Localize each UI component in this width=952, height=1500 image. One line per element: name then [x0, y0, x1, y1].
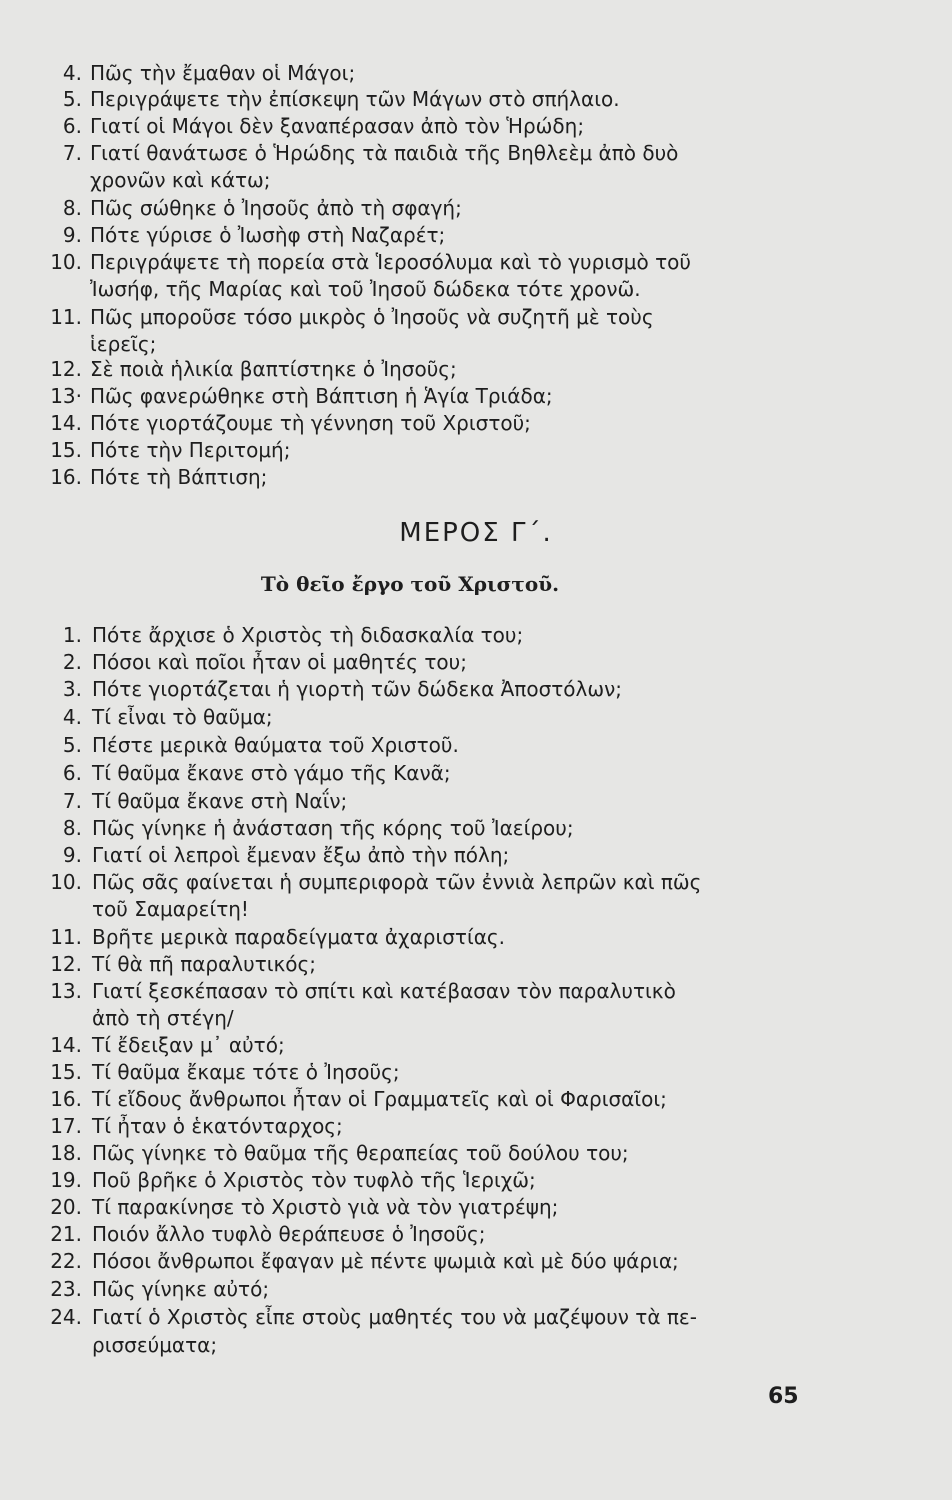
question-number: 13·: [50, 384, 82, 408]
question-number: 12.: [50, 357, 82, 381]
question-text: Πῶς τὴν ἔμαθαν οἱ Μάγοι;: [90, 61, 356, 85]
page-number: 65: [768, 1384, 799, 1409]
question-number: 7.: [62, 141, 82, 165]
question-number: 7.: [62, 789, 82, 813]
question-number: 4.: [62, 705, 82, 729]
question-text: Πότε γιορτάζουμε τὴ γέννηση τοῦ Χριστοῦ;: [90, 411, 531, 435]
question-text: Πῶς μποροῦσε τόσο μικρὸς ὁ Ἰησοῦς νὰ συζητῆ μὲ τοὺς: [90, 305, 654, 329]
question-number: 4.: [62, 61, 82, 85]
question-number: 10.: [50, 870, 82, 894]
question-text-continued: χρονῶν καὶ κάτω;: [90, 168, 271, 192]
question-number: 1.: [62, 623, 82, 647]
question-number: 5.: [62, 733, 82, 757]
question-text-continued: ἀπὸ τὴ στέγη/: [92, 1006, 234, 1030]
question-text: Πότε τὴ Βάπτιση;: [90, 465, 268, 489]
question-text: Πότε ἄρχισε ὁ Χριστὸς τὴ διδασκαλία του;: [92, 623, 524, 647]
question-text: Περιγράψετε τὴ πορεία στὰ Ἱεροσόλυμα καὶ τὸ γυρισμὸ τοῦ: [90, 250, 691, 274]
question-number: 18.: [50, 1141, 82, 1165]
question-number: 23.: [50, 1277, 82, 1301]
question-text: Πῶς γίνηκε τὸ θαῦμα τῆς θεραπείας τοῦ δούλου του;: [92, 1141, 629, 1165]
question-number: 14.: [50, 1033, 82, 1057]
question-number: 6.: [62, 114, 82, 138]
question-text: Πῶς φανερώθηκε στὴ Βάπτιση ἡ Ἁγία Τριάδα;: [90, 384, 553, 408]
question-number: 9.: [62, 843, 82, 867]
question-text: Τί θὰ πῆ παραλυτικός;: [92, 952, 317, 976]
question-number: 5.: [62, 87, 82, 111]
question-text: Πόσοι ἄνθρωποι ἔφαγαν μὲ πέντε ψωμιὰ καὶ μὲ δύο ψάρια;: [92, 1249, 679, 1273]
question-text: Πότε τὴν Περιτομή;: [90, 438, 291, 462]
question-text: Τί ἔδειξαν μ᾽ αὐτό;: [92, 1033, 285, 1057]
question-text: Πῶς σώθηκε ὁ Ἰησοῦς ἀπὸ τὴ σφαγή;: [90, 196, 462, 220]
question-text: Πῶς σᾶς φαίνεται ἡ συμπεριφορὰ τῶν ἐννιὰ λεπρῶν καὶ πῶς: [92, 870, 702, 894]
question-text: Τί θαῦμα ἔκαμε τότε ὁ Ἰησοῦς;: [92, 1060, 400, 1084]
question-number: 8.: [62, 816, 82, 840]
question-number: 15.: [50, 438, 82, 462]
question-text: Τί θαῦμα ἔκανε στὸ γάμο τῆς Κανᾶ;: [92, 761, 451, 785]
question-text-continued: ρισσεύματα;: [92, 1333, 218, 1357]
section-title: ΜΕΡΟΣ Γ΄.: [399, 518, 553, 548]
question-text: Πῶς γίνηκε αὐτό;: [92, 1277, 270, 1301]
question-number: 17.: [50, 1114, 82, 1138]
question-text: Γιατί οἱ Μάγοι δὲν ξαναπέρασαν ἀπὸ τὸν Ἡρώδη;: [90, 114, 585, 138]
question-number: 20.: [50, 1195, 82, 1219]
question-number: 14.: [50, 411, 82, 435]
question-number: 9.: [62, 223, 82, 247]
question-number: 12.: [50, 952, 82, 976]
question-text: Βρῆτε μερικὰ παραδείγματα ἀχαριστίας.: [92, 925, 506, 949]
question-number: 2.: [62, 650, 82, 674]
question-number: 8.: [62, 196, 82, 220]
question-text: Γιατί οἱ λεπροὶ ἔμεναν ἔξω ἀπὸ τὴν πόλη;: [92, 843, 510, 867]
question-number: 15.: [50, 1060, 82, 1084]
question-number: 13.: [50, 979, 82, 1003]
question-text: Τί ἦταν ὁ ἑκατόνταρχος;: [92, 1114, 343, 1138]
question-number: 3.: [62, 677, 82, 701]
question-number: 19.: [50, 1168, 82, 1192]
question-number: 24.: [50, 1305, 82, 1329]
question-text: Τί παρακίνησε τὸ Χριστὸ γιὰ νὰ τὸν γιατρέψη;: [92, 1195, 559, 1219]
question-text: Τί θαῦμα ἔκανε στὴ Ναΐν;: [92, 789, 348, 813]
question-text: Τί εἴδους ἄνθρωποι ἦταν οἱ Γραμματεῖς καὶ οἱ Φαρισαῖοι;: [92, 1087, 667, 1111]
question-text: Γιατί θανάτωσε ὁ Ἡρώδης τὰ παιδιὰ τῆς Βηθλεὲμ ἀπὸ δυὸ: [90, 141, 679, 165]
question-text: Πῶς γίνηκε ἡ ἀνάσταση τῆς κόρης τοῦ Ἰαείρου;: [92, 816, 574, 840]
question-text: Ποιόν ἄλλο τυφλὸ θεράπευσε ὁ Ἰησοῦς;: [92, 1222, 486, 1246]
question-text: Πότε γύρισε ὁ Ἰωσὴφ στὴ Ναζαρέτ;: [90, 223, 446, 247]
question-text: Τί εἶναι τὸ θαῦμα;: [92, 705, 273, 729]
question-number: 11.: [50, 305, 82, 329]
question-text: Ποῦ βρῆκε ὁ Χριστὸς τὸν τυφλὸ τῆς Ἱεριχῶ;: [92, 1168, 536, 1192]
question-number: 6.: [62, 761, 82, 785]
question-number: 16.: [50, 465, 82, 489]
question-number: 10.: [50, 250, 82, 274]
question-number: 11.: [50, 925, 82, 949]
question-text-continued: ἱερεῖς;: [90, 332, 157, 356]
question-text: Πότε γιορτάζεται ἡ γιορτὴ τῶν δώδεκα Ἀποστόλων;: [92, 677, 623, 701]
question-text: Σὲ ποιὰ ἡλικία βαπτίστηκε ὁ Ἰησοῦς;: [90, 357, 457, 381]
question-number: 21.: [50, 1222, 82, 1246]
question-text: Πόσοι καὶ ποῖοι ἦταν οἱ μαθητές του;: [92, 650, 467, 674]
question-text-continued: Ἰωσήφ, τῆς Μαρίας καὶ τοῦ Ἰησοῦ δώδεκα τότε χρονῶ.: [90, 277, 641, 301]
question-text: Περιγράψετε τὴν ἐπίσκεψη τῶν Μάγων στὸ σπήλαιο.: [90, 87, 620, 111]
question-number: 22.: [50, 1249, 82, 1273]
section-subtitle: Τὸ θεῖο ἔργο τοῦ Χριστοῦ.: [260, 572, 560, 596]
question-text: Γιατί ξεσκέπασαν τὸ σπίτι καὶ κατέβασαν τὸν παραλυτικὸ: [92, 979, 676, 1003]
question-text: Γιατί ὁ Χριστὸς εἶπε στοὺς μαθητές του νὰ μαζέψουν τὰ πε-: [92, 1305, 697, 1329]
question-text-continued: τοῦ Σαμαρείτη!: [92, 897, 249, 921]
question-text: Πέστε μερικὰ θαύματα τοῦ Χριστοῦ.: [92, 733, 459, 757]
question-number: 16.: [50, 1087, 82, 1111]
